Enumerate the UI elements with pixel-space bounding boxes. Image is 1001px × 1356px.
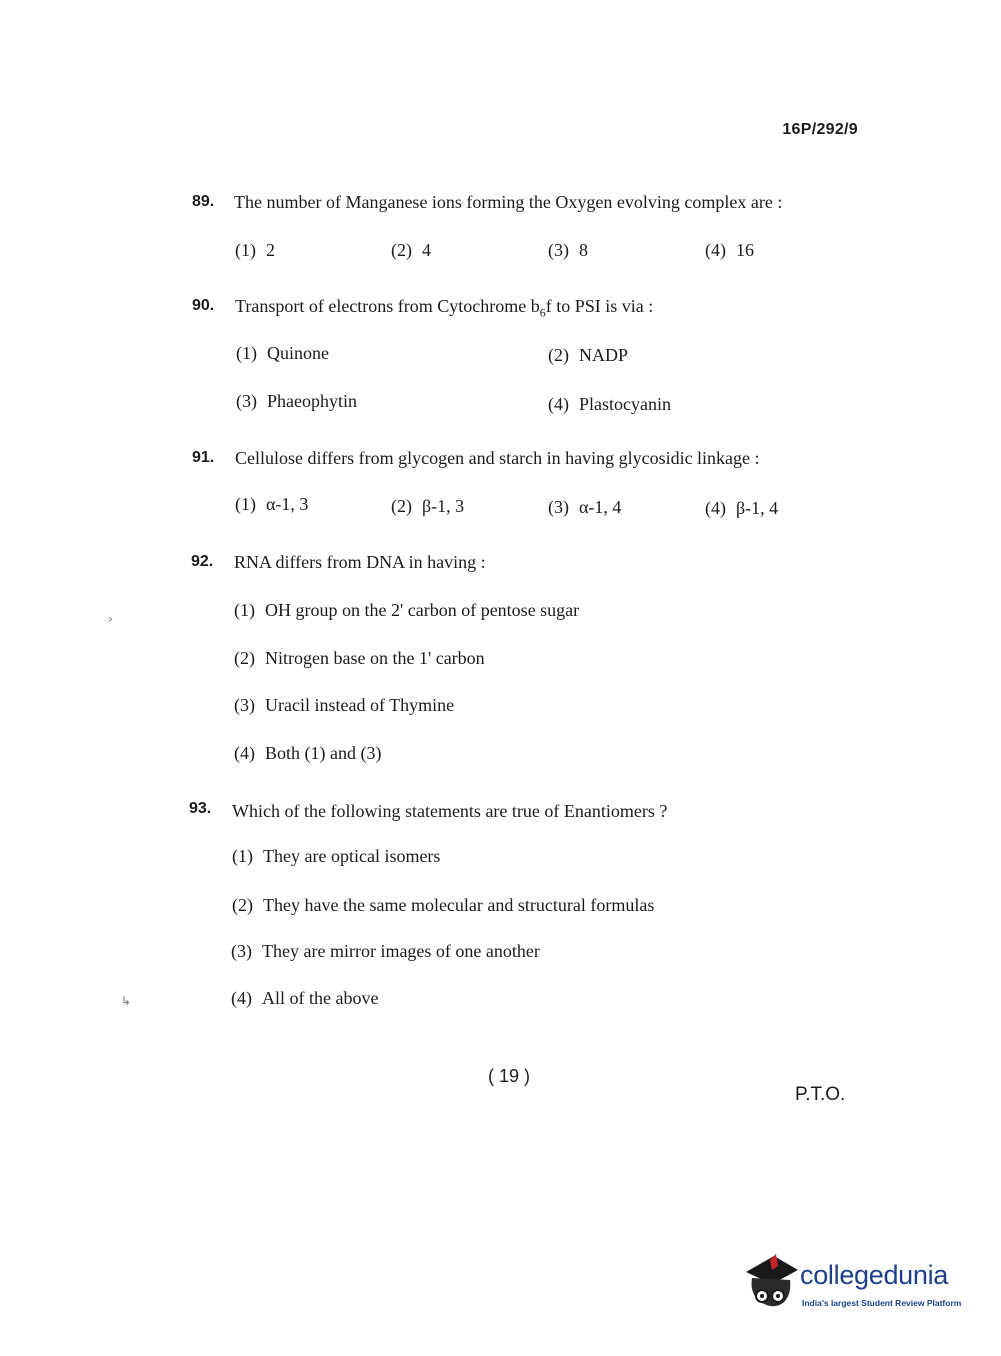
option-number: (3) <box>548 497 569 517</box>
option-text: Plastocyanin <box>579 394 671 414</box>
question-number: 93. <box>189 800 212 817</box>
option-number: (4) <box>705 240 726 260</box>
option-1 <box>236 343 329 364</box>
option-text: Phaeophytin <box>267 391 357 411</box>
question-text: The number of Manganese ions forming the Oxygen evolving complex are : <box>234 192 783 212</box>
option-text: Both (1) and (3) <box>265 743 382 763</box>
scan-mark: › <box>108 612 113 626</box>
option-number: (1) <box>232 846 253 866</box>
option-1 <box>232 846 440 867</box>
option-2 <box>548 345 628 366</box>
question-number: 90. <box>192 297 215 314</box>
option-text: α-1, 3 <box>266 494 309 514</box>
option-text: They are optical isomers <box>263 846 441 866</box>
option-3 <box>236 391 357 412</box>
option-2 <box>391 496 464 517</box>
page-number: ( 19 ) <box>488 1066 531 1086</box>
question-text: Cellulose differs from glycogen and starch in having glycosidic linkage : <box>235 448 760 468</box>
brand-tagline: India's largest Student Review Platform <box>802 1298 962 1308</box>
option-number: (3) <box>234 695 255 715</box>
option-1 <box>234 600 579 621</box>
option-text: 4 <box>422 240 431 260</box>
option-text: All of the above <box>262 988 379 1008</box>
mascot-logo-icon <box>742 1250 804 1316</box>
option-number: (3) <box>548 240 569 260</box>
option-4 <box>705 240 754 261</box>
option-2 <box>232 895 654 916</box>
option-4 <box>234 743 381 764</box>
option-text: NADP <box>579 345 629 365</box>
brand-name: collegedunia <box>800 1260 949 1290</box>
collegedunia-watermark <box>742 1250 972 1320</box>
option-number: (1) <box>234 600 255 620</box>
option-3 <box>234 695 454 716</box>
question-text: RNA differs from DNA in having : <box>234 552 486 572</box>
option-text: They have the same molecular and structural formulas <box>263 895 655 915</box>
question-number: 92. <box>191 553 214 570</box>
option-text: OH group on the 2' carbon of pentose sugar <box>265 600 580 620</box>
option-text: β-1, 4 <box>736 498 779 518</box>
option-2 <box>234 648 485 669</box>
option-number: (2) <box>548 345 569 365</box>
option-text: They are mirror images of one another <box>262 941 540 961</box>
paper-code: 16P/292/9 <box>782 121 858 138</box>
option-number: (2) <box>391 496 412 516</box>
option-number: (2) <box>232 895 253 915</box>
option-number: (4) <box>548 394 569 414</box>
option-number: (4) <box>234 743 255 763</box>
option-number: (3) <box>236 391 257 411</box>
option-4 <box>705 498 778 519</box>
question-number: 91. <box>192 449 215 466</box>
option-3 <box>548 240 588 261</box>
option-text: β-1, 3 <box>422 496 465 516</box>
option-1 <box>235 494 308 515</box>
option-number: (2) <box>391 240 412 260</box>
question-text: Which of the following statements are true of Enantiomers ? <box>232 801 668 821</box>
option-1 <box>235 240 275 261</box>
option-number: (4) <box>231 988 252 1008</box>
question-text: Transport of electrons from Cytochrome $b_6f$ to PSI is via : <box>235 296 654 320</box>
option-4 <box>231 988 378 1009</box>
option-text: 2 <box>266 240 275 260</box>
option-number: (2) <box>234 648 255 668</box>
option-2 <box>391 240 431 261</box>
option-text: Uracil instead of Thymine <box>265 695 455 715</box>
option-text: 16 <box>736 240 754 260</box>
pto-label: P.T.O. <box>795 1084 846 1105</box>
option-text: 8 <box>579 240 588 260</box>
option-text: Nitrogen base on the 1' carbon <box>265 648 485 668</box>
question-number: 89. <box>192 193 215 210</box>
option-text: α-1, 4 <box>579 497 622 517</box>
scan-mark: ↳ <box>121 994 132 1008</box>
option-4 <box>548 394 671 415</box>
option-number: (1) <box>236 343 257 363</box>
option-3 <box>231 941 540 962</box>
option-number: (4) <box>705 498 726 518</box>
option-3 <box>548 497 621 518</box>
option-number: (1) <box>235 494 256 514</box>
option-text: Quinone <box>267 343 329 363</box>
option-number: (3) <box>231 941 252 961</box>
option-number: (1) <box>235 240 256 260</box>
